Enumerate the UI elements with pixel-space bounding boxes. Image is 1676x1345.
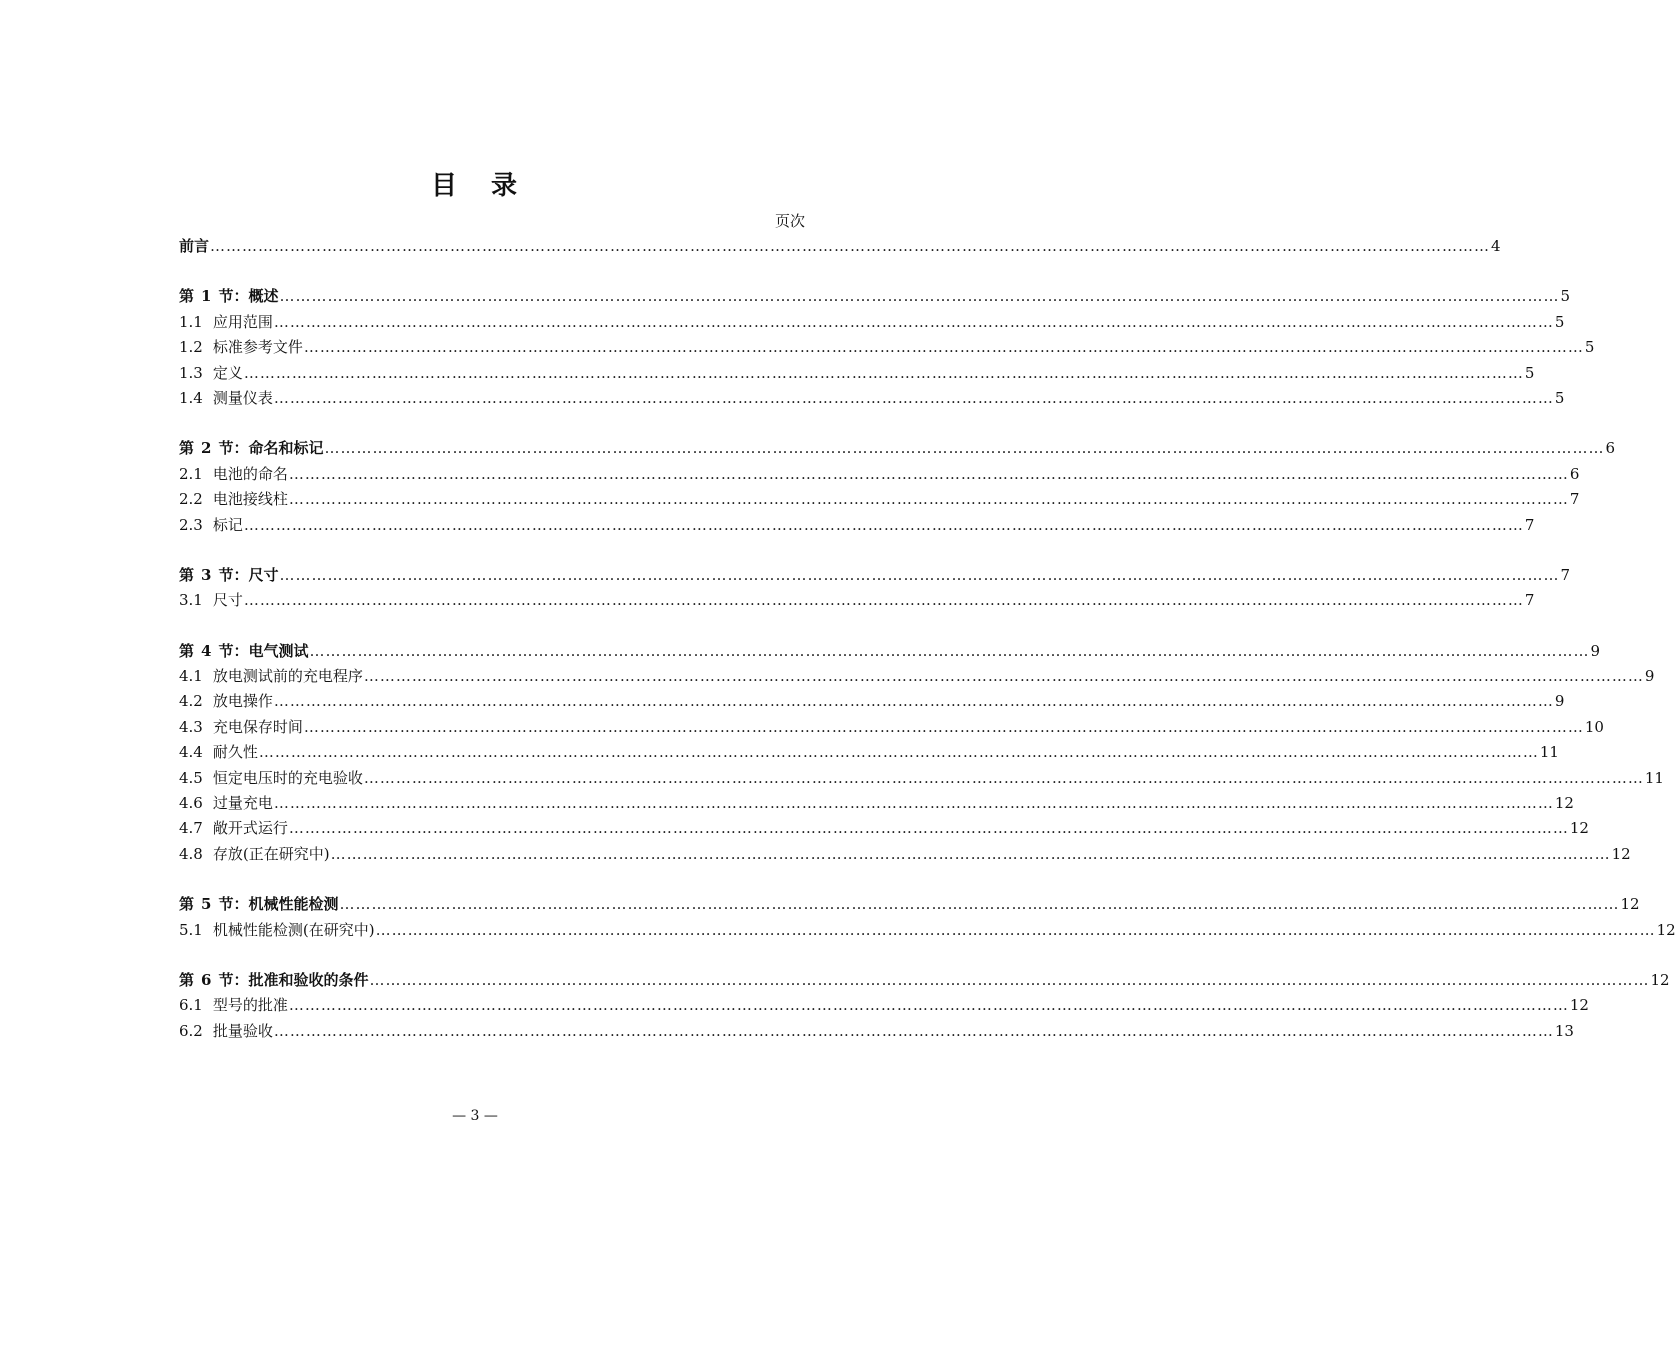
toc-entry-page: 10 bbox=[1584, 717, 1604, 736]
toc-entry-page: 4 bbox=[1491, 237, 1501, 255]
toc-entry-number: 4.4 bbox=[179, 743, 203, 762]
section-name: 概述 bbox=[248, 287, 279, 306]
section-spacer bbox=[179, 538, 805, 563]
toc-entry-label-group bbox=[179, 335, 303, 360]
toc-entry-6-1[interactable] bbox=[179, 993, 1589, 1018]
toc-entry-page: 12 bbox=[1569, 996, 1589, 1015]
toc-entry-page: 9 bbox=[1554, 692, 1565, 711]
toc-entry-number: 6.1 bbox=[179, 996, 203, 1015]
dot-leader: …………………………………………………………………………………………………………………………………………………………………………………………………………………… bbox=[273, 692, 1554, 711]
section-prefix: 第 bbox=[179, 287, 195, 306]
toc-entry-label-group bbox=[179, 513, 243, 538]
toc-entry-label-group bbox=[179, 588, 243, 613]
toc-entry-label: 定义 bbox=[212, 363, 243, 382]
toc-entry-label-group bbox=[179, 386, 273, 411]
toc-entry-number: 1.3 bbox=[179, 363, 203, 382]
toc-entry-label-group bbox=[179, 816, 288, 841]
toc-entry-number: 3.1 bbox=[179, 591, 203, 610]
dot-leader: …………………………………………………………………………………………………………………………………………………………………………………………………………………… bbox=[288, 464, 1569, 483]
section-spacer bbox=[179, 614, 805, 639]
toc-entry-label-group bbox=[179, 740, 258, 765]
toc-entry-label: 前言 bbox=[179, 237, 210, 255]
toc-section-page: 12 bbox=[1650, 970, 1670, 989]
toc-entry-label: 测量仪表 bbox=[212, 388, 273, 407]
toc-entry-number: 4.1 bbox=[179, 667, 203, 686]
toc-entry-label-group bbox=[179, 791, 273, 816]
toc-entry-label-group bbox=[179, 993, 288, 1018]
section-name: 尺寸 bbox=[248, 565, 279, 584]
toc-entry-label-group bbox=[179, 310, 273, 335]
toc-entry-label: 标记 bbox=[212, 515, 243, 534]
toc-entry-number: 5.1 bbox=[179, 920, 203, 939]
section-number: 6 bbox=[201, 970, 212, 989]
section-suffix: 节： bbox=[218, 970, 249, 989]
toc-entry-label: 放电操作 bbox=[212, 692, 273, 711]
section-name: 批准和验收的条件 bbox=[248, 970, 369, 989]
toc-entry-label: 放电测试前的充电程序 bbox=[212, 667, 363, 686]
section-spacer bbox=[179, 943, 805, 968]
dot-leader: …………………………………………………………………………………………………………………………………………………………………………………………………………………… bbox=[288, 819, 1569, 838]
section-suffix: 节： bbox=[218, 439, 249, 458]
toc-section-2[interactable] bbox=[179, 436, 1616, 461]
section-prefix: 第 bbox=[179, 895, 195, 914]
toc-entry-4-1[interactable] bbox=[179, 664, 1655, 689]
toc-entry-5-1[interactable] bbox=[179, 918, 1676, 943]
toc-entry-label: 耐久性 bbox=[212, 743, 258, 762]
toc-entry-number: 4.5 bbox=[179, 768, 203, 787]
dot-leader: …………………………………………………………………………………………………………………………………………………………………………………………………………………… bbox=[324, 439, 1605, 458]
section-suffix: 节： bbox=[218, 287, 249, 306]
toc-section-6[interactable] bbox=[179, 968, 1670, 993]
dot-leader: …………………………………………………………………………………………………………………………………………………………………………………………………………………… bbox=[369, 970, 1650, 989]
toc-entry-label: 批量验收 bbox=[212, 1021, 273, 1040]
toc-entry-2-3[interactable] bbox=[179, 513, 1535, 538]
toc-section-5[interactable] bbox=[179, 892, 1640, 917]
dot-leader: …………………………………………………………………………………………………………………………………………………………………………………………………………………… bbox=[273, 312, 1554, 331]
toc-entry-page: 12 bbox=[1611, 844, 1631, 863]
section-prefix: 第 bbox=[179, 439, 195, 458]
toc-entry-page: 13 bbox=[1554, 1021, 1574, 1040]
section-suffix: 节： bbox=[218, 565, 249, 584]
toc-entry-page: 11 bbox=[1644, 768, 1664, 787]
toc-section-3[interactable] bbox=[179, 563, 1571, 588]
toc-entry-page: 6 bbox=[1569, 464, 1580, 483]
toc-entry-page: 12 bbox=[1554, 794, 1574, 813]
toc-entry-4-7[interactable] bbox=[179, 816, 1589, 841]
toc-entry-number: 4.2 bbox=[179, 692, 203, 711]
toc-section-page: 7 bbox=[1560, 565, 1571, 584]
toc-entry-page: 5 bbox=[1554, 388, 1565, 407]
toc-entry-page: 5 bbox=[1524, 363, 1535, 382]
page-number-footer: — 3 — bbox=[452, 1108, 498, 1124]
toc-entry-label: 存放(正在研究中) bbox=[212, 844, 330, 863]
toc-entry-label-group bbox=[179, 918, 375, 943]
toc-entry-number: 4.8 bbox=[179, 844, 203, 863]
toc-entry-number: 6.2 bbox=[179, 1021, 203, 1040]
toc-entry-label-group bbox=[179, 689, 273, 714]
toc-entry-label: 充电保存时间 bbox=[212, 717, 303, 736]
toc-section-label bbox=[179, 563, 278, 588]
toc-entry-3-1[interactable] bbox=[179, 588, 1535, 613]
section-prefix: 第 bbox=[179, 565, 195, 584]
toc-entry-page: 7 bbox=[1524, 591, 1535, 610]
toc-entry-4-3[interactable] bbox=[179, 715, 1604, 740]
toc-entry-page: 12 bbox=[1656, 920, 1676, 939]
section-number: 4 bbox=[201, 641, 212, 660]
toc-section-label bbox=[179, 968, 368, 993]
toc-entry-page: 11 bbox=[1539, 743, 1559, 762]
dot-leader: …………………………………………………………………………………………………………………………………………………………………………………………………………………… bbox=[309, 641, 1590, 660]
toc-entry-number: 4.3 bbox=[179, 717, 203, 736]
dot-leader: …………………………………………………………………………………………………………………………………………………………………………………………………………………… bbox=[339, 895, 1620, 914]
section-number: 5 bbox=[201, 895, 212, 914]
toc-entry-label-group bbox=[179, 842, 330, 867]
toc-entry-6-2[interactable] bbox=[179, 1019, 1574, 1044]
toc-section-page: 6 bbox=[1605, 439, 1616, 458]
toc-entry-1-1[interactable] bbox=[179, 310, 1565, 335]
toc-entry-4-6[interactable] bbox=[179, 791, 1574, 816]
toc-entry-label: 型号的批准 bbox=[212, 996, 288, 1015]
dot-leader: …………………………………………………………………………………………………………………………………………………………………………………………………………………… bbox=[279, 565, 1560, 584]
toc-section-page: 12 bbox=[1620, 895, 1640, 914]
toc-entry-label: 尺寸 bbox=[212, 591, 243, 610]
toc-entry-label-group bbox=[179, 361, 243, 386]
toc-entry-number: 2.3 bbox=[179, 515, 203, 534]
dot-leader: …………………………………………………………………………………………………………………………………………………………………………………………………………………… bbox=[330, 844, 1611, 863]
toc-section-page: 9 bbox=[1590, 641, 1601, 660]
toc-title bbox=[0, 165, 950, 202]
toc-entry-label: 机械性能检测(在研究中) bbox=[212, 920, 375, 939]
toc-section-4[interactable] bbox=[179, 639, 1601, 664]
table-of-contents bbox=[179, 234, 1676, 1044]
section-name: 命名和标记 bbox=[248, 439, 324, 458]
dot-leader: …………………………………………………………………………………………………………………………………………………………………………………………………………………… bbox=[288, 996, 1569, 1015]
toc-entry-label: 过量充电 bbox=[212, 794, 273, 813]
toc-entry-page: 7 bbox=[1569, 490, 1580, 509]
toc-title-part2: 录 bbox=[491, 171, 520, 201]
section-number: 3 bbox=[201, 565, 212, 584]
dot-leader: …………………………………………………………………………………………………………………………………………………………………………………………………………………… bbox=[243, 591, 1524, 610]
toc-entry-page: 7 bbox=[1524, 515, 1535, 534]
dot-leader: …………………………………………………………………………………………………………………………………………………………………………………………………………………… bbox=[363, 768, 1644, 787]
dot-leader: …………………………………………………………………………………………………………………………………………………………………………………………………………………… bbox=[303, 717, 1584, 736]
page-column-header: 页次 bbox=[774, 212, 805, 230]
toc-entry-page: 9 bbox=[1644, 667, 1655, 686]
section-number: 2 bbox=[201, 439, 212, 458]
dot-leader: …………………………………………………………………………………………………………………………………………………………………………………………………………………… bbox=[273, 388, 1554, 407]
dot-leader: …………………………………………………………………………………………………………………………………………………………………………………………………………………… bbox=[273, 1021, 1554, 1040]
section-spacer bbox=[179, 259, 805, 284]
dot-leader: …………………………………………………………………………………………………………………………………………………………………………………………………………………… bbox=[243, 363, 1524, 382]
toc-entry-1-2[interactable] bbox=[179, 335, 1595, 360]
toc-section-page: 5 bbox=[1560, 287, 1571, 306]
toc-entry-number: 2.1 bbox=[179, 464, 203, 483]
section-spacer bbox=[179, 867, 805, 892]
dot-leader: …………………………………………………………………………………………………………………………………………………………………………………………………………………… bbox=[303, 338, 1584, 357]
toc-entry-label-group bbox=[179, 715, 303, 740]
section-suffix: 节： bbox=[218, 641, 249, 660]
toc-title-part1: 目 bbox=[430, 171, 459, 201]
toc-entry-label: 应用范围 bbox=[212, 312, 273, 331]
dot-leader: …………………………………………………………………………………………………………………………………………………………………………………………………………………… bbox=[279, 287, 1560, 306]
toc-entry-4-5[interactable] bbox=[179, 766, 1664, 791]
toc-entry-4-4[interactable] bbox=[179, 740, 1559, 765]
toc-entry-2-1[interactable] bbox=[179, 462, 1580, 487]
toc-entry-number: 4.7 bbox=[179, 819, 203, 838]
toc-entry-label: 标准参考文件 bbox=[212, 338, 303, 357]
section-suffix: 节： bbox=[218, 895, 249, 914]
section-name: 机械性能检测 bbox=[248, 895, 339, 914]
toc-section-label bbox=[179, 436, 323, 461]
dot-leader: …………………………………………………………………………………………………………………………………………………………………………………………………………………… bbox=[258, 743, 1539, 762]
toc-entry-number: 1.4 bbox=[179, 388, 203, 407]
toc-entry-page: 5 bbox=[1584, 338, 1595, 357]
dot-leader: …………………………………………………………………………………………………………………………………………………………………………………………………………………… bbox=[210, 237, 1491, 255]
toc-entry-label: 电池的命名 bbox=[212, 464, 288, 483]
toc-entry-label: 恒定电压时的充电验收 bbox=[212, 768, 363, 787]
section-name: 电气测试 bbox=[248, 641, 309, 660]
toc-entry-label-group bbox=[179, 462, 288, 487]
dot-leader: …………………………………………………………………………………………………………………………………………………………………………………………………………………… bbox=[375, 920, 1656, 939]
toc-entry-4-8[interactable] bbox=[179, 842, 1631, 867]
toc-entry-label: 电池接线柱 bbox=[212, 490, 288, 509]
toc-entry-label: 敞开式运行 bbox=[212, 819, 288, 838]
toc-entry-4-2[interactable] bbox=[179, 689, 1565, 714]
toc-entry-1-3[interactable] bbox=[179, 361, 1535, 386]
section-spacer bbox=[179, 411, 805, 436]
dot-leader: …………………………………………………………………………………………………………………………………………………………………………………………………………………… bbox=[363, 667, 1644, 686]
toc-entry-1-4[interactable] bbox=[179, 386, 1565, 411]
toc-entry-2-2[interactable] bbox=[179, 487, 1580, 512]
toc-section-label bbox=[179, 892, 338, 917]
toc-entry-label-group bbox=[179, 766, 363, 791]
toc-section-1[interactable] bbox=[179, 284, 1571, 309]
toc-section-label bbox=[179, 639, 308, 664]
toc-entry-number: 2.2 bbox=[179, 490, 203, 509]
toc-entry-preface[interactable] bbox=[179, 234, 1501, 259]
toc-entry-number: 4.6 bbox=[179, 794, 203, 813]
dot-leader: …………………………………………………………………………………………………………………………………………………………………………………………………………………… bbox=[243, 515, 1524, 534]
section-prefix: 第 bbox=[179, 970, 195, 989]
toc-section-label bbox=[179, 284, 278, 309]
dot-leader: …………………………………………………………………………………………………………………………………………………………………………………………………………………… bbox=[288, 490, 1569, 509]
section-number: 1 bbox=[201, 287, 212, 306]
toc-entry-label-group bbox=[179, 664, 363, 689]
toc-entry-number: 1.2 bbox=[179, 338, 203, 357]
toc-entry-label-group bbox=[179, 1019, 273, 1044]
toc-entry-page: 12 bbox=[1569, 819, 1589, 838]
toc-entry-label-group bbox=[179, 487, 288, 512]
toc-entry-number: 1.1 bbox=[179, 312, 203, 331]
section-prefix: 第 bbox=[179, 641, 195, 660]
toc-entry-page: 5 bbox=[1554, 312, 1565, 331]
dot-leader: …………………………………………………………………………………………………………………………………………………………………………………………………………………… bbox=[273, 794, 1554, 813]
